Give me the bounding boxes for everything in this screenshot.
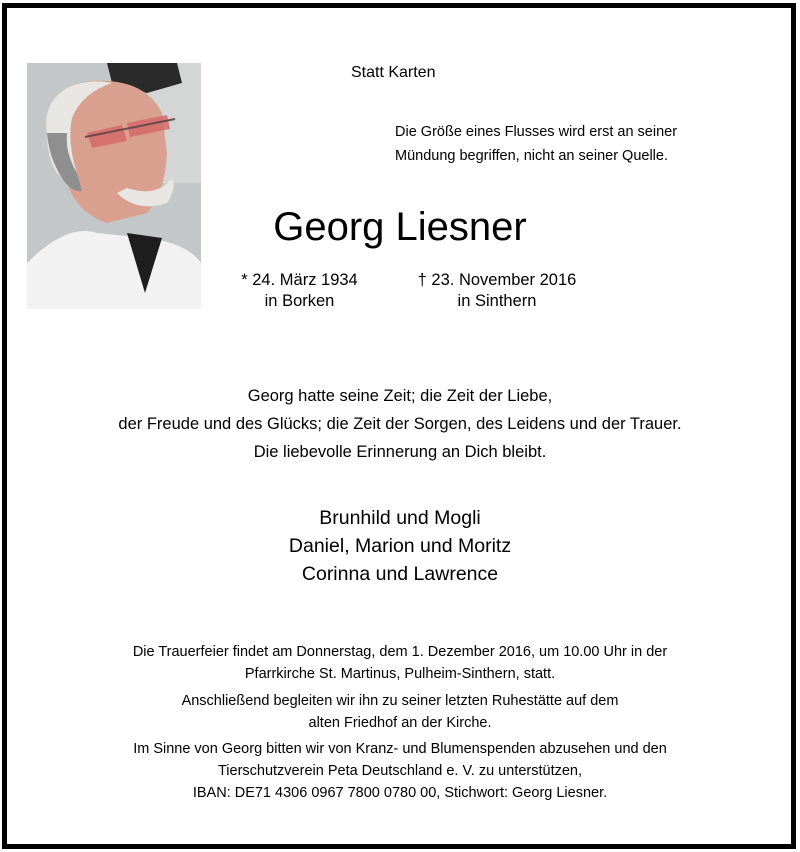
death-date: † 23. November 2016 <box>417 271 577 289</box>
burial-line: alten Friedhof an der Kirche. <box>308 715 492 731</box>
portrait-photo <box>27 63 201 309</box>
birth-date: * 24. März 1934 <box>241 271 358 289</box>
family-line: Corinna und Lawrence <box>301 563 499 585</box>
family-line: Brunhild und Mogli <box>319 507 481 529</box>
family-line: Daniel, Marion und Moritz <box>288 535 512 557</box>
notice-header: Statt Karten <box>351 64 436 81</box>
motto-line: Die Größe eines Flusses wird erst an seiner <box>395 124 678 140</box>
funeral-info <box>0 641 800 685</box>
funeral-line: Pfarrkirche St. Martinus, Pulheim-Sinthern, statt. <box>244 666 556 682</box>
donation-line: Im Sinne von Georg bitten wir von Kranz- und Blumenspenden abzusehen und den <box>133 741 667 757</box>
birth-place: in Borken <box>264 292 335 310</box>
burial-info <box>0 690 800 734</box>
burial-line: Anschließend begleiten wir ihn zu seiner letzten Ruhestätte auf dem <box>181 693 619 709</box>
donation-line: Tierschutzverein Peta Deutschland e. V. zu unterstützen, <box>217 763 583 779</box>
funeral-line: Die Trauerfeier findet am Donnerstag, dem 1. Dezember 2016, um 10.00 Uhr in der <box>132 644 668 660</box>
death-place: in Sinthern <box>457 292 537 310</box>
poem-line: Die liebevolle Erinnerung an Dich bleibt. <box>253 443 547 461</box>
deceased-name: Georg Liesner <box>273 205 527 249</box>
memorial-poem <box>0 382 800 466</box>
donation-line: IBAN: DE71 4306 0967 7800 0780 00, Stichwort: Georg Liesner. <box>192 785 608 801</box>
birth-info <box>232 270 367 312</box>
poem-line: der Freude und des Glücks; die Zeit der Sorgen, des Leidens und der Trauer. <box>118 415 682 433</box>
motto-line: Mündung begriffen, nicht an seiner Quelle. <box>395 148 668 164</box>
family-names <box>0 504 800 588</box>
poem-line: Georg hatte seine Zeit; die Zeit der Liebe, <box>247 387 553 405</box>
death-info <box>402 270 592 312</box>
donation-info <box>0 738 800 804</box>
motto-quote <box>395 120 677 168</box>
